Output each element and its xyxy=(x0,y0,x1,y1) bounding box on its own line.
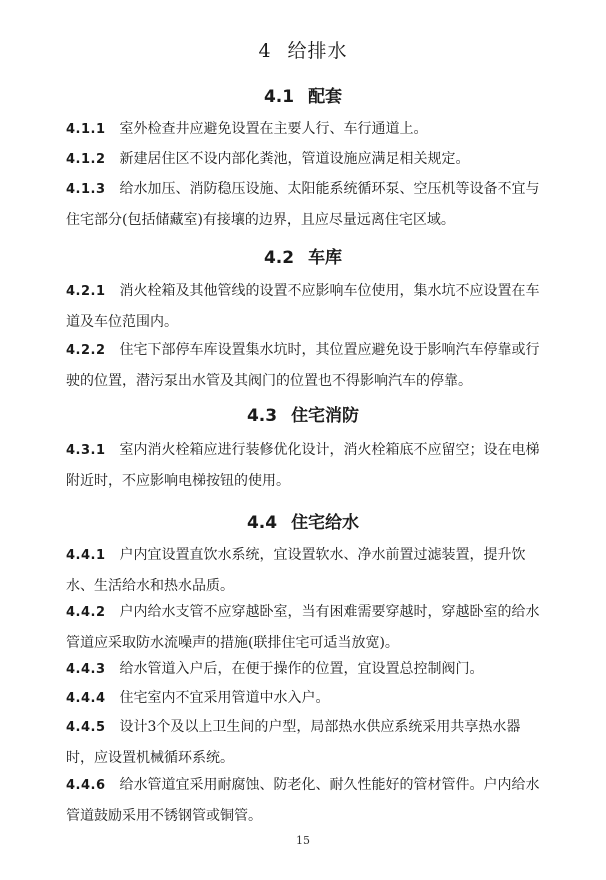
section-title-4-2: 4.2 车库 xyxy=(263,248,343,268)
section-title-4-1: 4.1 配套 xyxy=(263,87,343,107)
clause-4-1-2: 4.1.2 新建居住区不设内部化粪池，管道设施应满足相关规定。 xyxy=(66,151,470,167)
section-title-4-3: 4.3 住宅消防 xyxy=(246,406,360,426)
clause-4-2-2: 4.2.2 住宅下部停车库设置集水坑时，其位置应避免设于影响汽车停靠或行驶的位置，潜污泵出水管及其阀门的位置也不得影响汽车的停靠。 xyxy=(66,342,540,389)
chapter-number: 4 xyxy=(258,40,272,62)
page-number: 15 xyxy=(296,834,310,847)
clause-4-4-4: 4.4.4 住宅室内不宜采用管道中水入户。 xyxy=(66,690,330,706)
clause-4-1-3: 4.1.3 给水加压、消防稳压设施、太阳能系统循环泵、空压机等设备不宜与住宅部分(包括储藏室)有接壤的边界，且应尽量远离住宅区域。 xyxy=(66,181,540,228)
clause-4-2-1: 4.2.1 消火栓箱及其他管线的设置不应影响车位使用，集水坑不应设置在车道及车位范围内。 xyxy=(66,283,540,330)
chapter-heading: 给排水 xyxy=(287,40,348,62)
clause-4-1-1: 4.1.1 室外检查井应避免设置在主要人行、车行通道上。 xyxy=(66,121,428,137)
clause-4-4-5: 4.4.5 设计3个及以上卫生间的户型，局部热水供应系统采用共享热水器时，应设置机械循环系统。 xyxy=(66,719,521,766)
chapter-title xyxy=(0,36,606,63)
clause-4-4-6: 4.4.6 给水管道宜采用耐腐蚀、防老化、耐久性能好的管材管件。户内给水管道鼓励采用不锈钢管或铜管。 xyxy=(66,777,540,824)
clause-4-3-1: 4.3.1 室内消火栓箱应进行装修优化设计，消火栓箱底不应留空；设在电梯附近时，不应影响电梯按钮的使用。 xyxy=(66,442,540,489)
clause-4-4-1: 4.4.1 户内宜设置直饮水系统，宜设置软水、净水前置过滤装置，提升饮水、生活给水和热水品质。 xyxy=(66,547,526,594)
clause-4-4-2: 4.4.2 户内给水支管不应穿越卧室，当有困难需要穿越时，穿越卧室的给水管道应采取防水流噪声的措施(联排住宅可适当放宽)。 xyxy=(66,604,540,651)
clause-4-4-3: 4.4.3 给水管道入户后，在便于操作的位置，宜设置总控制阀门。 xyxy=(66,661,484,677)
section-title-4-4: 4.4 住宅给水 xyxy=(246,513,360,533)
